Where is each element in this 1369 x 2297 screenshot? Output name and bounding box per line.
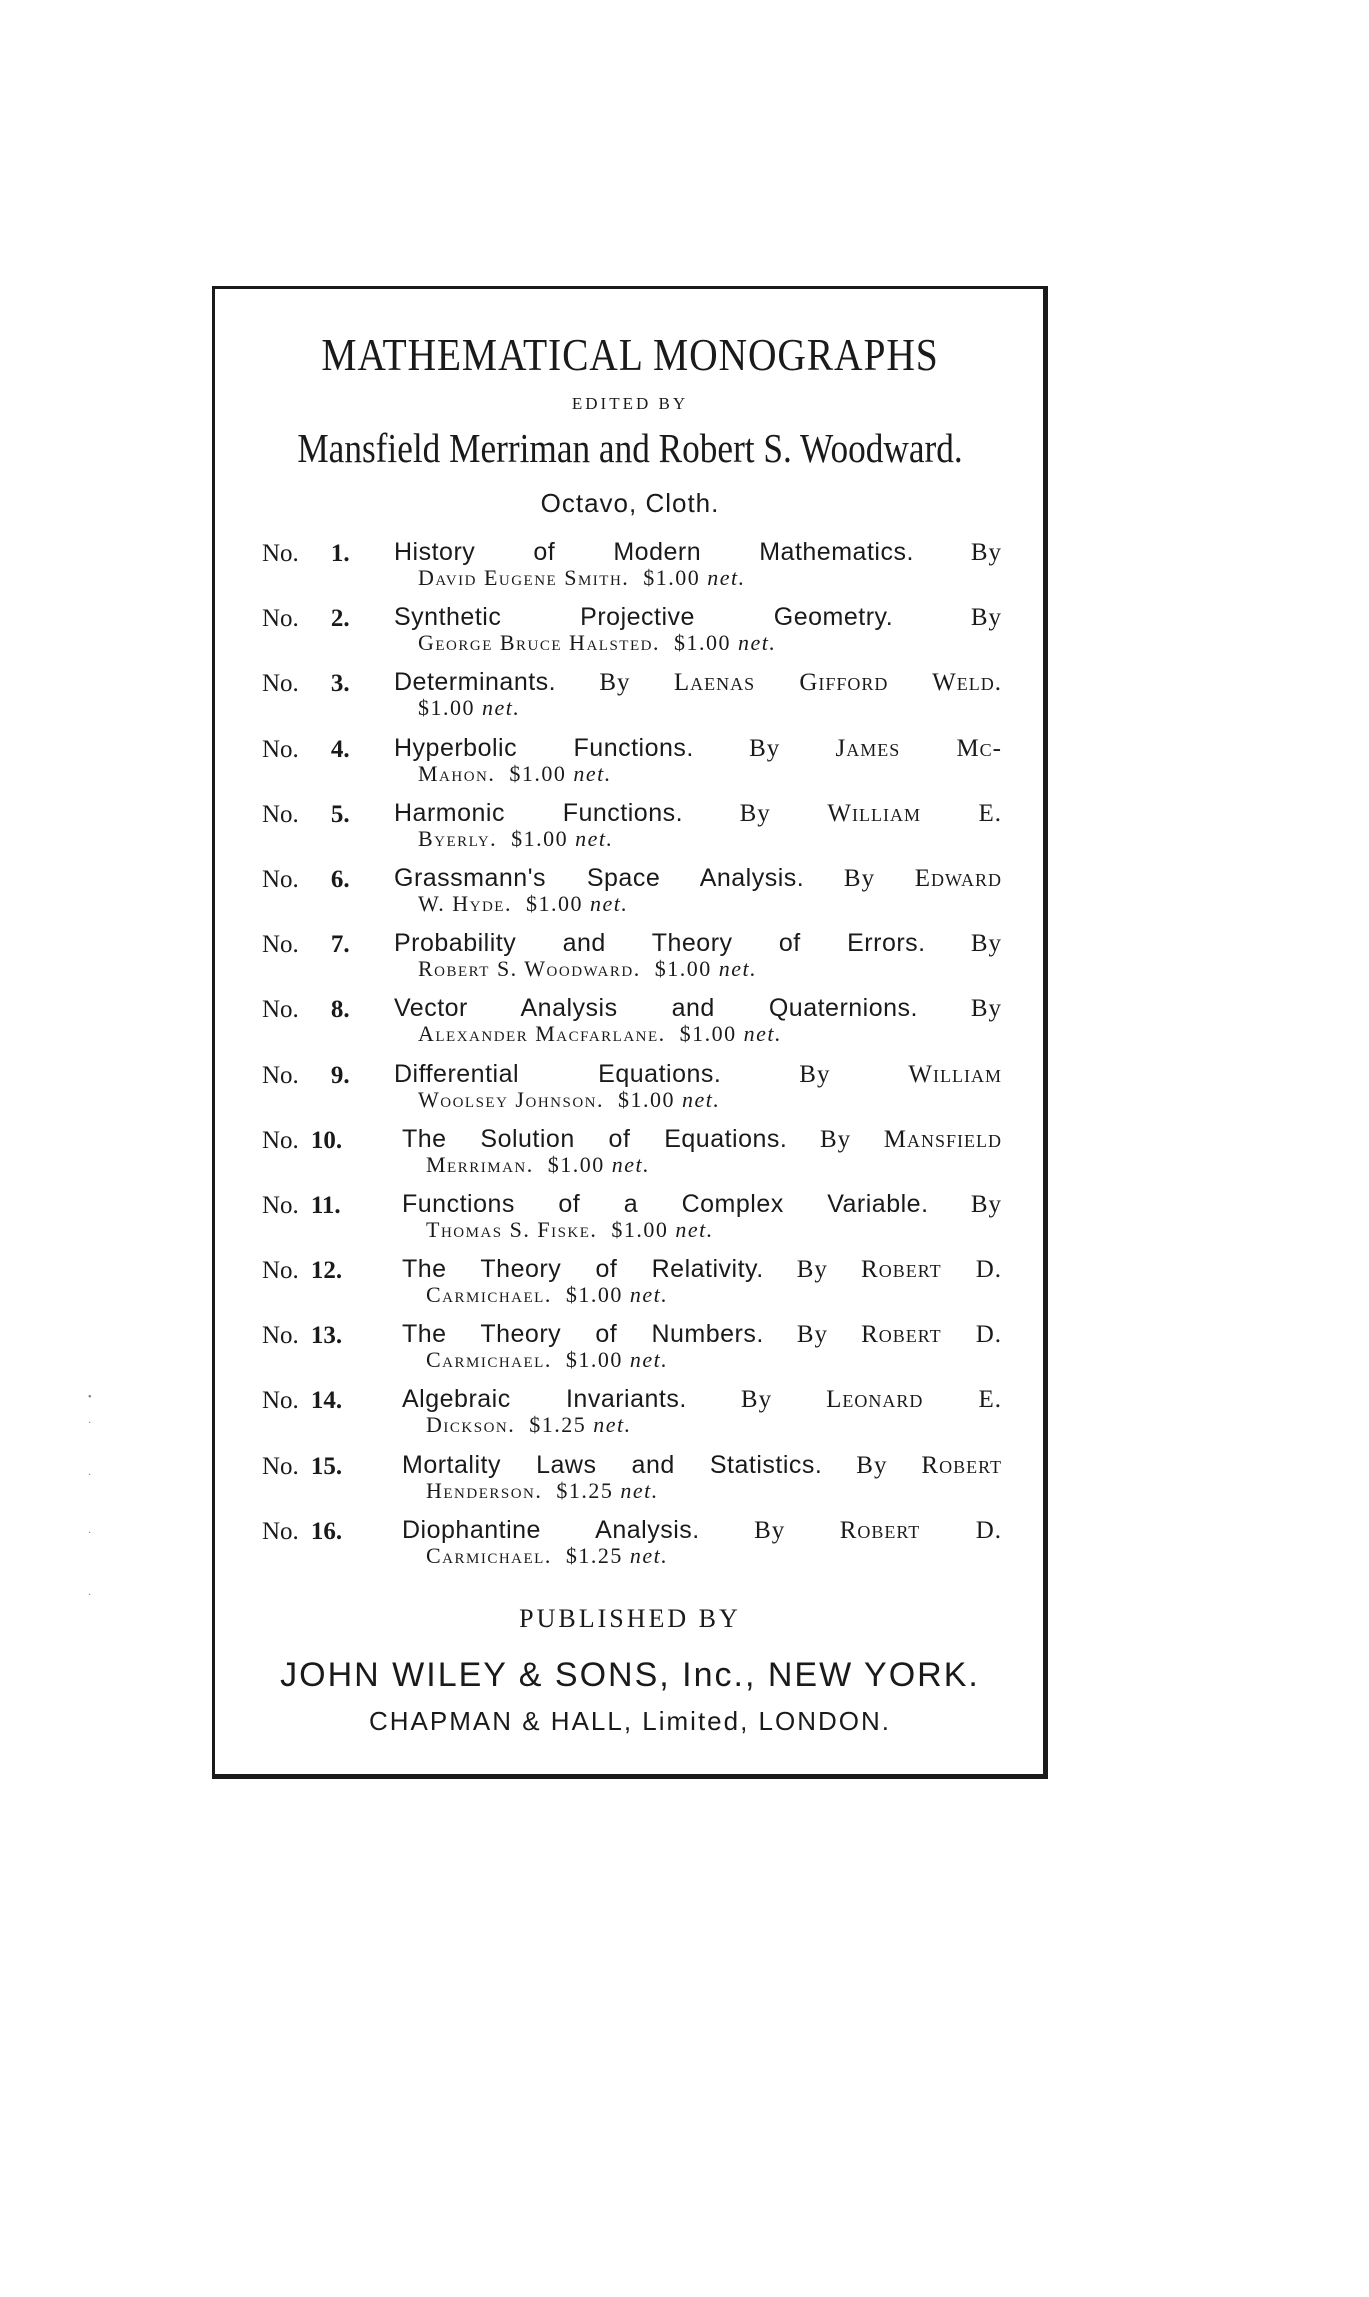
entry-number-value: 2.: [330, 605, 350, 633]
entry-price: $1.00: [511, 825, 569, 851]
entry-no-label: No.: [262, 1126, 299, 1154]
entry-by: By: [799, 1060, 831, 1088]
entry-number: [262, 1127, 342, 1155]
entry-author: William: [908, 1060, 1003, 1088]
monograph-entry: [262, 1515, 1003, 1583]
entry-net: net.: [743, 1021, 783, 1047]
monograph-entry: [262, 1124, 1003, 1192]
entry-title: History of Modern Mathematics.: [394, 538, 914, 566]
entry-author: Byerly.: [418, 825, 498, 851]
entry-author: Robert S. Woodward.: [418, 956, 641, 982]
entry-number-value: 11.: [310, 1191, 341, 1219]
monograph-entry: [262, 798, 1003, 866]
entry-no-label: No.: [262, 1387, 299, 1415]
scan-speck: ·: [88, 1470, 92, 1481]
entry-number: [262, 736, 350, 764]
entry-number: [262, 866, 350, 894]
entry-number: [262, 670, 350, 698]
monograph-entry: [262, 1322, 1002, 1387]
monograph-entry: [262, 540, 1002, 605]
page-title: MATHEMATICAL MONOGRAPHS: [321, 329, 939, 380]
scan-speck: ·: [88, 1590, 92, 1601]
entry-by: By: [749, 734, 781, 762]
entry-text: [402, 1189, 1003, 1242]
entry-author: Carmichael.: [426, 1347, 552, 1373]
entry-price: $1.25: [565, 1542, 623, 1568]
entry-net: net.: [573, 760, 612, 786]
monograph-entry: [262, 605, 1002, 670]
entry-title: Vector Analysis and Quaternions.: [394, 994, 918, 1023]
entry-by: By: [970, 1190, 1003, 1218]
entry-author: W. Hyde.: [418, 890, 512, 916]
entry-author: Henderson.: [426, 1477, 543, 1503]
entry-by: By: [740, 1386, 773, 1414]
entry-author: Carmichael.: [426, 1282, 552, 1308]
entry-price: $1.00: [547, 1151, 605, 1177]
entry-net: net.: [707, 565, 746, 590]
scan-speck: ·: [88, 1528, 92, 1539]
entry-number-value: 7.: [330, 931, 350, 959]
entry-number: [262, 1062, 350, 1090]
entry-price: $1.00: [525, 890, 583, 916]
entry-net: net.: [629, 1542, 669, 1568]
edited-by-label: EDITED BY: [571, 394, 689, 413]
monograph-entry: [262, 1059, 1003, 1127]
monograph-entry: [262, 670, 1002, 735]
entry-no-label: No.: [262, 1257, 299, 1285]
entry-number-value: 12.: [310, 1257, 343, 1285]
entry-number: [262, 1387, 342, 1415]
entry-title: Synthetic Projective Geometry.: [394, 603, 894, 632]
monograph-entry: [262, 1387, 1002, 1452]
entry-number: [262, 996, 350, 1024]
entry-no-label: No.: [262, 735, 299, 763]
entry-title: The Theory of Numbers.: [402, 1320, 764, 1349]
entry-text: [394, 863, 1003, 916]
entry-number-value: 6.: [330, 865, 350, 893]
editors-line: Mansfield Merriman and Robert S. Woodward.: [297, 425, 963, 471]
entry-by: By: [599, 669, 631, 697]
entry-title: Differential Equations.: [394, 1059, 722, 1088]
entry-author: Robert D.: [839, 1516, 1003, 1544]
publisher-new-york: JOHN WILEY & SONS, Inc., NEW YORK.: [280, 1656, 980, 1694]
entry-author: David Eugene Smith.: [418, 565, 630, 590]
published-by-label: PUBLISHED BY: [519, 1604, 741, 1633]
entry-no-label: No.: [262, 540, 299, 567]
entry-author: Woolsey Johnson.: [418, 1086, 604, 1112]
monograph-entry: [262, 996, 1002, 1061]
entry-title: Functions of a Complex Variable.: [402, 1189, 929, 1218]
entry-no-label: No.: [262, 605, 299, 633]
entry-title: Determinants.: [394, 668, 557, 697]
scan-speck: ·: [88, 1418, 92, 1429]
entry-no-label: No.: [262, 1517, 299, 1545]
entry-price: $1.25: [556, 1477, 614, 1503]
entry-by: By: [739, 799, 771, 827]
entry-by: By: [856, 1451, 888, 1479]
entry-by: By: [970, 995, 1003, 1023]
entry-title: Harmonic Functions.: [394, 798, 684, 827]
entry-author: Alexander Macfarlane.: [418, 1021, 666, 1047]
entry-number-value: 10.: [310, 1126, 343, 1154]
monograph-list: [262, 540, 1002, 1583]
entry-author: Leonard E.: [826, 1386, 1002, 1414]
entry-by: By: [819, 1125, 852, 1153]
entry-net: net.: [718, 956, 758, 982]
entry-number: [262, 1257, 342, 1285]
entry-number: [262, 1518, 342, 1546]
entry-net: net.: [629, 1347, 669, 1373]
entry-title: The Theory of Relativity.: [402, 1255, 764, 1284]
entry-by: By: [970, 930, 1002, 958]
entry-number-value: 5.: [330, 800, 350, 828]
entry-text: [402, 1322, 1002, 1372]
entry-net: net.: [620, 1477, 659, 1503]
entry-number-value: 13.: [310, 1322, 343, 1350]
entry-price: $1.00: [618, 1086, 675, 1112]
entry-by: By: [796, 1321, 829, 1349]
entry-net: net.: [629, 1282, 669, 1308]
entry-number: [262, 1453, 342, 1481]
entry-number-value: 8.: [330, 996, 350, 1024]
entry-net: net.: [589, 890, 629, 916]
entry-by: By: [970, 539, 1002, 566]
monograph-entry: [262, 1189, 1003, 1257]
entry-text: [394, 670, 1002, 720]
entry-price: $1.00: [611, 1216, 669, 1242]
entry-no-label: No.: [262, 931, 299, 959]
entry-number-value: 1.: [330, 540, 350, 567]
entry-number-value: 14.: [310, 1387, 343, 1415]
entry-text: [394, 996, 1002, 1046]
monograph-entry: [262, 931, 1002, 996]
entry-text: [394, 1059, 1003, 1112]
entry-text: [394, 540, 1002, 590]
entry-number: [262, 801, 350, 829]
entry-author: Edward: [914, 864, 1003, 892]
entry-price: $1.00: [673, 630, 731, 656]
entry-number: [262, 1192, 341, 1220]
entry-price: $1.00: [418, 695, 475, 721]
monograph-entry: [262, 1257, 1002, 1322]
entry-number: [262, 605, 350, 633]
entry-author: Thomas S. Fiske.: [426, 1216, 598, 1242]
entry-title: Probability and Theory of Errors.: [394, 929, 926, 958]
entry-net: net.: [482, 695, 521, 721]
entry-number-value: 4.: [330, 735, 350, 763]
entry-by: By: [754, 1516, 786, 1544]
entry-text: [394, 733, 1002, 786]
entry-no-label: No.: [262, 800, 299, 828]
entry-title: Grassmann's Space Analysis.: [394, 863, 805, 892]
entry-number: [262, 540, 350, 568]
entry-author: Carmichael.: [426, 1542, 552, 1568]
entry-by: By: [796, 1256, 828, 1284]
entry-number-value: 9.: [330, 1061, 350, 1089]
entry-number: [262, 1322, 342, 1350]
entry-author: Mahon.: [418, 760, 496, 786]
entry-author: Dickson.: [426, 1412, 516, 1438]
entry-price: $1.00: [654, 956, 712, 982]
entry-number-value: 3.: [330, 670, 350, 698]
entry-text: [402, 1124, 1003, 1177]
entry-text: [402, 1515, 1003, 1568]
entry-text: [402, 1387, 1002, 1437]
entry-by: By: [970, 604, 1002, 632]
entry-title: Mortality Laws and Statistics.: [402, 1450, 823, 1479]
entry-author: Robert D.: [861, 1321, 1003, 1349]
entry-author: Mansfield: [883, 1125, 1003, 1153]
entry-number-value: 15.: [310, 1452, 343, 1480]
entry-net: net.: [737, 630, 777, 656]
entry-price: $1.00: [509, 760, 567, 786]
entry-price: $1.00: [643, 565, 701, 590]
entry-price: $1.00: [565, 1282, 623, 1308]
entry-author: Robert D.: [861, 1256, 1003, 1284]
entry-no-label: No.: [262, 1322, 299, 1350]
entry-number: [262, 931, 350, 959]
entry-no-label: No.: [262, 1061, 299, 1089]
entry-text: [394, 605, 1002, 655]
scan-speck: •: [88, 1392, 92, 1403]
entry-number-value: 16.: [310, 1517, 343, 1545]
entry-author: Robert: [921, 1451, 1002, 1479]
entry-title: The Solution of Equations.: [402, 1124, 788, 1153]
entry-author: Laenas Gifford Weld.: [673, 669, 1003, 697]
entry-text: [402, 1450, 1002, 1503]
entry-price: $1.00: [679, 1021, 737, 1047]
entry-net: net.: [675, 1216, 714, 1242]
entry-author: William E.: [827, 799, 1003, 827]
entry-author: George Bruce Halsted.: [418, 630, 660, 656]
entry-title: Diophantine Analysis.: [402, 1515, 700, 1544]
entry-net: net.: [575, 825, 614, 851]
entry-no-label: No.: [262, 1452, 299, 1480]
monograph-entry: [262, 733, 1002, 801]
entry-text: [394, 931, 1002, 981]
entry-text: [394, 798, 1003, 851]
monograph-entry: [262, 863, 1003, 931]
entry-net: net.: [593, 1412, 632, 1438]
entry-author: Merriman.: [426, 1151, 534, 1177]
entry-title: Hyperbolic Functions.: [394, 733, 694, 762]
entry-text: [402, 1257, 1002, 1307]
entry-author: James Mc-: [835, 734, 1002, 762]
entry-by: By: [843, 864, 876, 892]
entry-net: net.: [611, 1151, 651, 1177]
entry-net: net.: [682, 1086, 721, 1112]
monograph-entry: [262, 1450, 1002, 1518]
entry-price: $1.00: [565, 1347, 623, 1373]
entry-no-label: No.: [262, 670, 299, 698]
entry-no-label: No.: [262, 1191, 299, 1219]
entry-price: $1.25: [529, 1412, 587, 1438]
entry-no-label: No.: [262, 865, 299, 893]
publisher-london: CHAPMAN & HALL, Limited, LONDON.: [368, 1706, 891, 1736]
format-line: Octavo, Cloth.: [540, 488, 720, 518]
entry-title: Algebraic Invariants.: [402, 1385, 687, 1414]
entry-no-label: No.: [262, 996, 299, 1024]
